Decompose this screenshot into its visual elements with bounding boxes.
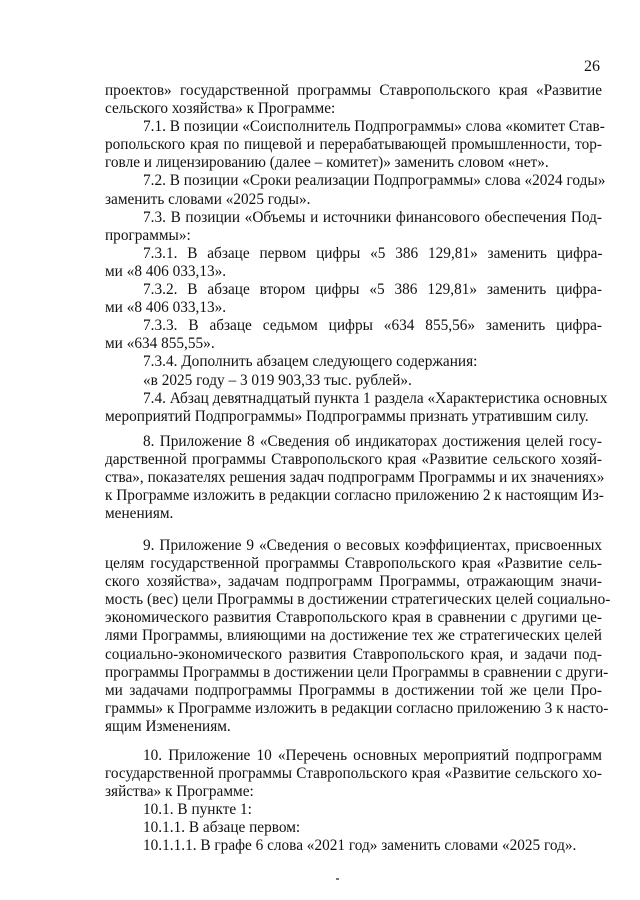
text-line: 10.1. В пункте 1: xyxy=(143,801,252,819)
text-line: 7.4. Абзац девятнадцатый пункта 1 раздела «Характеристика основных xyxy=(143,389,608,407)
section-10-block xyxy=(105,747,602,856)
text-line: зяйства» к Программе: xyxy=(105,783,254,801)
text-line: 7.3.1. В абзаце первом цифры «5 386 129,81» заменить цифра- xyxy=(143,244,603,262)
text-line: 10.1.1.1. В графе 6 слова «2021 год» заменить словами «2025 год». xyxy=(143,837,577,855)
text-line: дарственной программы Ставропольского края «Развитие сельского хозяй- xyxy=(105,451,602,469)
section-8-block xyxy=(105,433,605,523)
text-line: говле и лицензированию (далее – комитет)» заменить словом «нет». xyxy=(105,154,549,172)
text-line: 9. Приложение 9 «Сведения о весовых коэффициентах, присвоенных xyxy=(143,537,602,554)
text-line: 7.3. В позиции «Объемы и источники финансового обеспечения Под- xyxy=(143,208,602,226)
text-line: ми «634 855,55». xyxy=(105,335,215,353)
page-number: 26 xyxy=(584,58,600,75)
text-line: к Программе изложить в редакции согласно приложению 2 к настоящим Из- xyxy=(105,487,604,505)
text-line: мероприятий Подпрограммы» Подпрограммы признать утратившим силу. xyxy=(105,407,589,425)
text-line: 7.1. В позиции «Соисполнитель Подпрограммы» слова «комитет Став- xyxy=(143,118,605,136)
text-line: менениям. xyxy=(105,505,174,523)
text-line: программы Программы в достижении цели Программы в сравнении с други- xyxy=(105,663,609,681)
text-line: «в 2025 году – 3 019 903,33 тыс. рублей». xyxy=(143,371,412,389)
section-7-block xyxy=(105,82,608,426)
text-line: ми «8 406 033,13». xyxy=(105,299,227,317)
text-line: 7.3.3. В абзаце седьмом цифры «634 855,56» заменить цифра- xyxy=(143,317,602,335)
text-line: ми «8 406 033,13». xyxy=(105,262,227,280)
text-line: 10. Приложение 10 «Перечень основных мероприятий подпрограмм xyxy=(143,747,602,764)
text-line: 7.2. В позиции «Сроки реализации Подпрограммы» слова «2024 годы» xyxy=(143,172,606,190)
section-9-block xyxy=(105,537,611,736)
text-line: 7.3.4. Дополнить абзацем следующего содержания: xyxy=(143,353,478,371)
text-line: граммы» к Программе изложить в редакции согласно приложению 3 к насто- xyxy=(105,699,609,717)
text-line: экономического развития Ставропольского края в сравнении с другими це- xyxy=(105,609,602,627)
text-line: целям государственной программы Ставропольского края «Развитие сель- xyxy=(105,555,602,573)
text-line: заменить словами «2025 годы». xyxy=(105,190,311,208)
text-line: ропольского края по пищевой и перерабатывающей промышленности, тор- xyxy=(105,136,602,154)
text-line: ства», показателях решения задач подпрограмм Программы и их значениях» xyxy=(105,469,605,487)
text-line: государственной программы Ставропольского края «Развитие сельского хо- xyxy=(105,765,602,783)
text-line: программы»: xyxy=(105,226,191,244)
text-line: ящим Изменениям. xyxy=(105,717,231,735)
text-line: лями Программы, влияющими на достижение тех же стратегических целей xyxy=(105,627,602,645)
text-line: социально-экономического развития Ставропольского края, и задачи под- xyxy=(105,645,602,663)
text-line: ского хозяйства», задачам подпрограмм Программы, отражающим значи- xyxy=(105,573,602,591)
text-line: ми задачами подпрограммы Программы в достижении той же цели Про- xyxy=(105,681,602,699)
text-line: 8. Приложение 8 «Сведения об индикаторах достижения целей госу- xyxy=(143,433,602,450)
text-line: 10.1.1. В абзаце первом: xyxy=(143,819,301,837)
text-line: 7.3.2. В абзаце втором цифры «5 386 129,81» заменить цифра- xyxy=(143,281,602,299)
text-line: мость (вес) цели Программы в достижении стратегических целей социально- xyxy=(105,591,611,609)
text-line: проектов» государственной программы Ставропольского края «Развитие xyxy=(105,82,602,99)
text-line: сельского хозяйства» к Программе: xyxy=(105,100,336,118)
scan-speck xyxy=(336,878,339,880)
